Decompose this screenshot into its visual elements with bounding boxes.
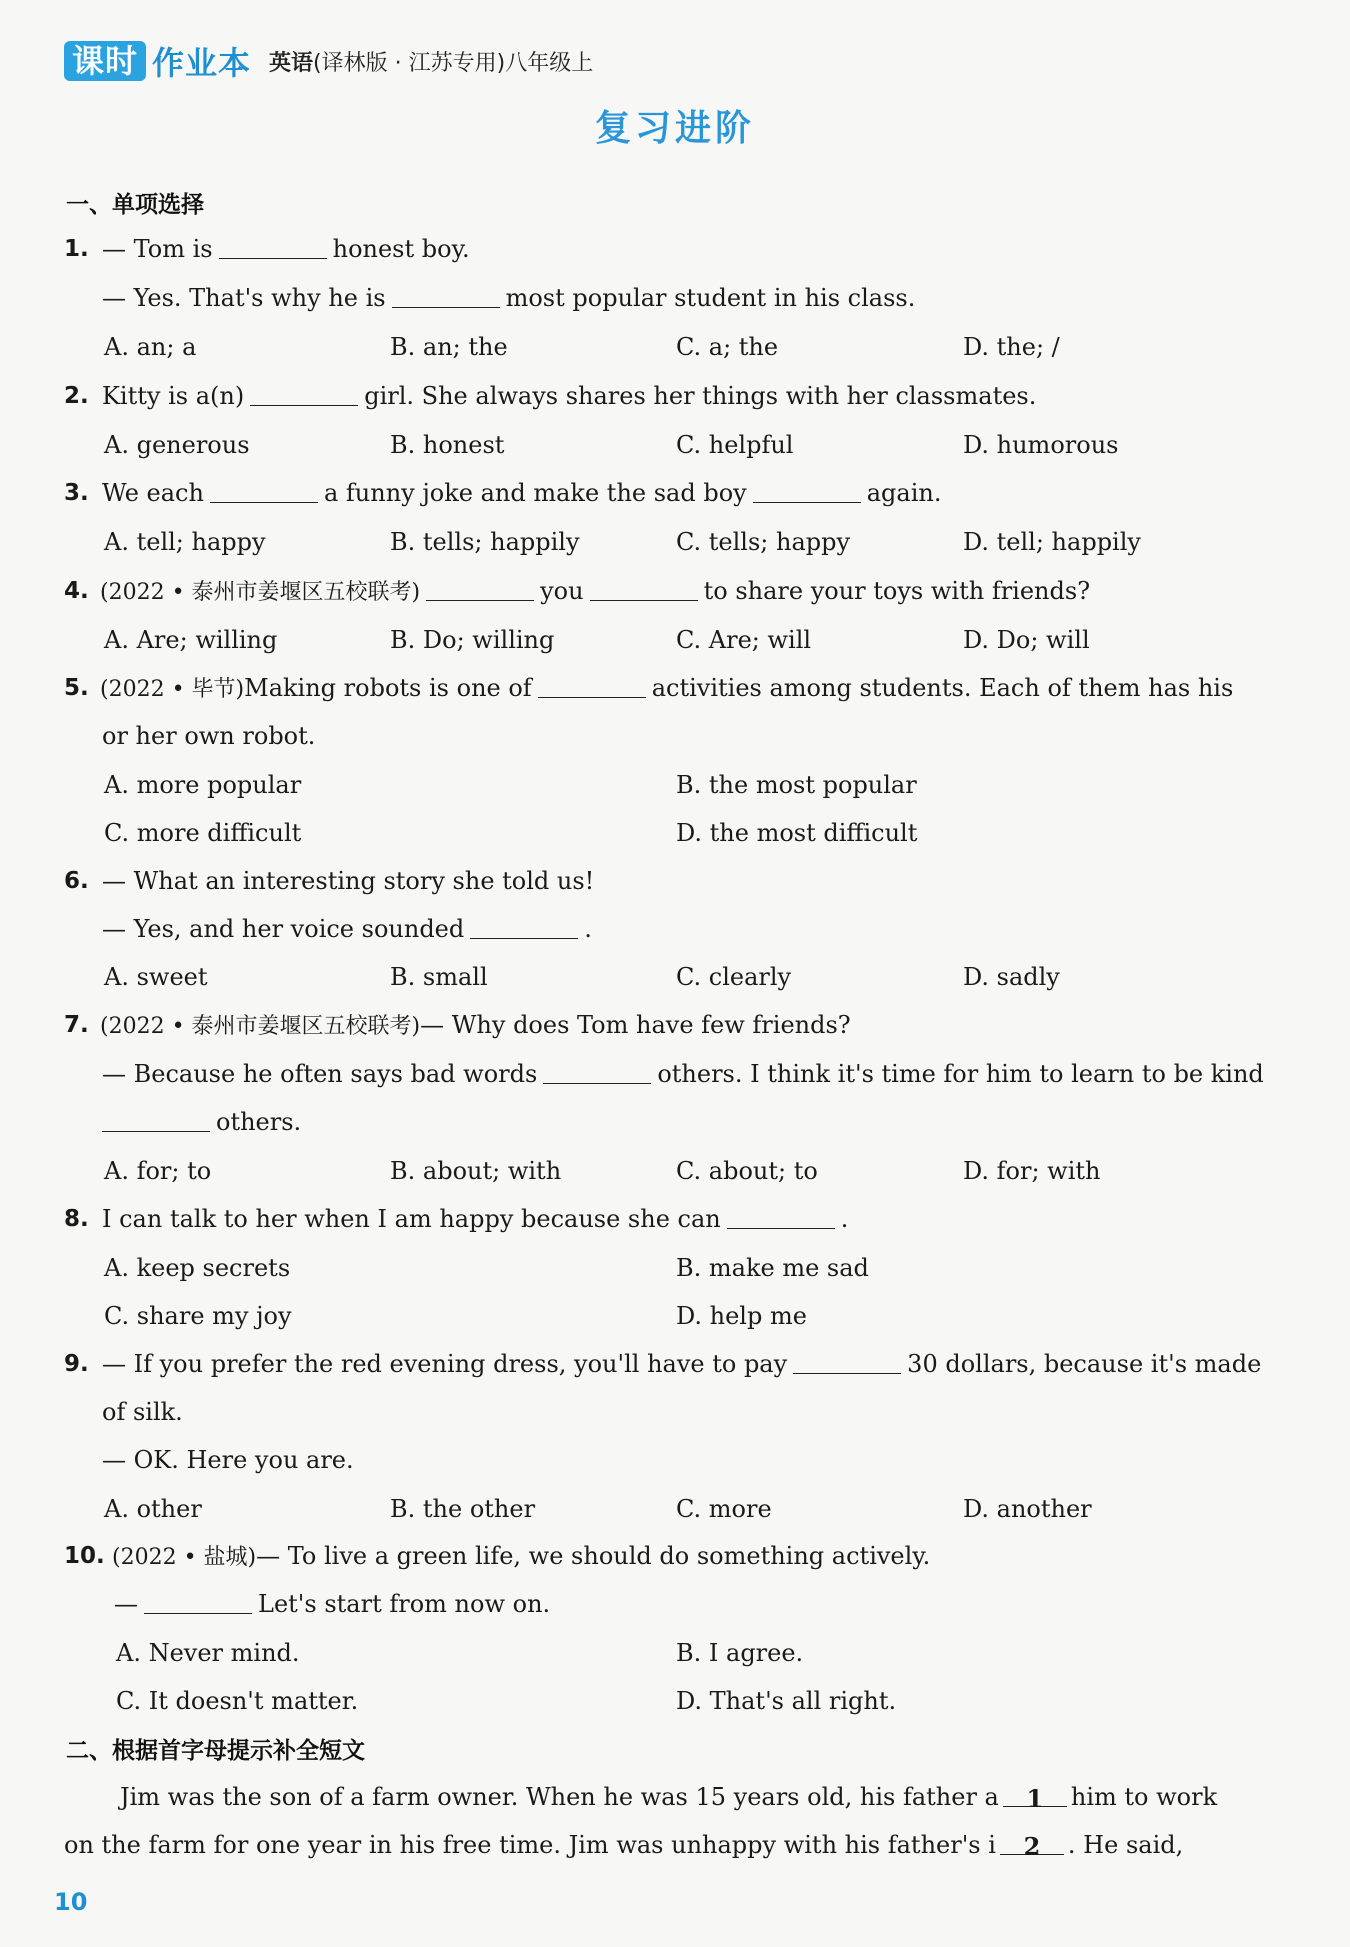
question-number: 8. <box>64 1206 89 1232</box>
text: on the farm for one year in his free time. Jim was unhappy with his father's i <box>64 1831 996 1859</box>
option-d[interactable]: D. another <box>963 1495 1092 1523</box>
question-line <box>102 914 592 944</box>
option-c[interactable]: C. share my joy <box>104 1302 292 1330</box>
edition: (译林版 · 江苏专用)八年级上 <box>313 50 594 76</box>
answer-blank[interactable] <box>210 480 318 503</box>
question-line: — What an interesting story she told us! <box>102 867 595 895</box>
option-d[interactable]: D. for; with <box>963 1157 1101 1185</box>
option-c[interactable]: C. Are; will <box>676 626 812 654</box>
answer-blank[interactable] <box>470 916 578 939</box>
passage-line <box>64 1830 1183 1860</box>
answer-blank[interactable] <box>538 675 646 698</box>
question-line: or her own robot. <box>102 722 316 750</box>
question-line <box>102 283 915 313</box>
section-heading-1: 一、单项选择 <box>66 192 204 218</box>
option-b[interactable]: B. the other <box>390 1495 536 1523</box>
question-number: 3. <box>64 480 89 506</box>
answer-blank[interactable] <box>144 1591 252 1614</box>
answer-blank-1[interactable]: 1 <box>1003 1784 1067 1807</box>
question-line <box>100 1010 851 1042</box>
option-a[interactable]: A. Never mind. <box>116 1639 300 1667</box>
option-b[interactable]: B. make me sad <box>676 1254 869 1282</box>
text: again. <box>866 479 942 507</box>
option-c[interactable]: C. tells; happy <box>676 528 851 556</box>
question-line <box>112 1541 930 1573</box>
option-a[interactable]: A. for; to <box>104 1157 212 1185</box>
answer-blank[interactable] <box>426 578 534 601</box>
text: — To live a green life, we should do something actively. <box>256 1542 931 1570</box>
question-line <box>102 1349 1261 1379</box>
page-header <box>64 40 593 82</box>
option-a[interactable]: A. other <box>104 1495 202 1523</box>
text: to share your toys with friends? <box>703 577 1091 605</box>
option-b[interactable]: B. about; with <box>390 1157 562 1185</box>
option-c[interactable]: C. clearly <box>676 963 792 991</box>
question-number: 9. <box>64 1351 89 1377</box>
text: We each <box>102 479 204 507</box>
answer-blank[interactable] <box>102 1109 210 1132</box>
question-line <box>102 381 1036 411</box>
text: — Yes, and her voice sounded <box>102 915 465 943</box>
subject: 英语 <box>269 50 314 76</box>
option-b[interactable]: B. tells; happily <box>390 528 580 556</box>
question-source: (2022 • 泰州市姜堰区五校联考) <box>100 580 421 605</box>
text: him to work <box>1070 1783 1218 1811</box>
question-number: 7. <box>64 1012 89 1038</box>
question-line <box>114 1589 550 1619</box>
text: — <box>114 1590 138 1618</box>
text: honest boy. <box>332 235 470 263</box>
question-line <box>100 673 1233 705</box>
option-a[interactable]: A. Are; willing <box>104 626 278 654</box>
text: . He said, <box>1067 1831 1184 1859</box>
section-heading-2: 二、根据首字母提示补全短文 <box>66 1738 365 1764</box>
option-a[interactable]: A. keep secrets <box>104 1254 291 1282</box>
question-line <box>102 1204 848 1234</box>
option-b[interactable]: B. Do; willing <box>390 626 555 654</box>
question-number: 2. <box>64 383 89 409</box>
text: . <box>840 1205 849 1233</box>
book-subtitle <box>269 46 593 77</box>
answer-blank[interactable] <box>590 578 698 601</box>
option-a[interactable]: A. generous <box>104 431 250 459</box>
answer-blank[interactable] <box>793 1351 901 1374</box>
question-number: 4. <box>64 578 89 604</box>
option-c[interactable]: C. It doesn't matter. <box>116 1687 359 1715</box>
text: — Tom is <box>102 235 213 263</box>
question-number: 5. <box>64 675 89 701</box>
text: Kitty is a(n) <box>102 382 245 410</box>
question-line <box>96 1107 301 1137</box>
option-d[interactable]: D. That's all right. <box>676 1687 897 1715</box>
answer-blank[interactable] <box>392 285 500 308</box>
text: activities among students. Each of them has his <box>651 674 1234 702</box>
option-d[interactable]: D. the; / <box>963 333 1060 361</box>
page-number: 10 <box>54 1888 88 1916</box>
question-line <box>102 478 941 508</box>
text: girl. She always shares her things with her classmates. <box>364 382 1037 410</box>
option-c[interactable]: C. about; to <box>676 1157 818 1185</box>
option-b[interactable]: B. I agree. <box>676 1639 804 1667</box>
text: Jim was the son of a farm owner. When he was 15 years old, his father a <box>120 1783 999 1811</box>
option-c[interactable]: C. more difficult <box>104 819 302 847</box>
option-c[interactable]: C. more <box>676 1495 772 1523</box>
text: — Why does Tom have few friends? <box>420 1011 851 1039</box>
text: most popular student in his class. <box>505 284 916 312</box>
answer-blank[interactable] <box>753 480 861 503</box>
option-d[interactable]: D. the most difficult <box>676 819 918 847</box>
logo-text: 作业本 <box>152 44 252 82</box>
question-line: of silk. <box>102 1398 183 1426</box>
question-number: 10. <box>64 1543 105 1569</box>
text: you <box>540 577 584 605</box>
option-b[interactable]: B. the most popular <box>676 771 917 799</box>
option-d[interactable]: D. tell; happily <box>963 528 1141 556</box>
option-d[interactable]: D. sadly <box>963 963 1060 991</box>
question-source: (2022 • 毕节) <box>100 677 245 702</box>
text: Let's start from now on. <box>258 1590 551 1618</box>
option-d[interactable]: D. Do; will <box>963 626 1090 654</box>
text: — Yes. That's why he is <box>102 284 386 312</box>
option-d[interactable]: D. humorous <box>963 431 1119 459</box>
text: 30 dollars, because it's made <box>907 1350 1262 1378</box>
option-b[interactable]: B. small <box>390 963 488 991</box>
option-c[interactable]: C. helpful <box>676 431 794 459</box>
text: others. <box>216 1108 302 1136</box>
question-source: (2022 • 泰州市姜堰区五校联考) <box>100 1014 421 1039</box>
text: a funny joke and make the sad boy <box>323 479 747 507</box>
question-line <box>100 576 1090 608</box>
text: others. I think it's time for him to learn to be kind <box>657 1060 1264 1088</box>
text: I can talk to her when I am happy because she can <box>102 1205 721 1233</box>
text: Making robots is one of <box>244 674 532 702</box>
page-title: 复习进阶 <box>594 108 755 149</box>
option-a[interactable]: A. sweet <box>104 963 208 991</box>
question-source: (2022 • 盐城) <box>112 1545 257 1570</box>
option-b[interactable]: B. an; the <box>390 333 508 361</box>
question-number: 6. <box>64 868 89 894</box>
question-number: 1. <box>64 236 89 262</box>
option-b[interactable]: B. honest <box>390 431 505 459</box>
passage-line <box>120 1782 1217 1812</box>
option-a[interactable]: A. more popular <box>104 771 302 799</box>
option-c[interactable]: C. a; the <box>676 333 779 361</box>
question-line: — OK. Here you are. <box>102 1446 354 1474</box>
answer-blank[interactable] <box>250 383 358 406</box>
text: — Because he often says bad words <box>102 1060 538 1088</box>
text: . <box>584 915 592 943</box>
question-line <box>102 1059 1264 1089</box>
answer-blank[interactable] <box>543 1061 651 1084</box>
answer-blank[interactable] <box>727 1206 835 1229</box>
answer-blank-2[interactable]: 2 <box>1000 1832 1064 1855</box>
answer-blank[interactable] <box>219 236 327 259</box>
option-a[interactable]: A. tell; happy <box>104 528 266 556</box>
text: — If you prefer the red evening dress, you'll have to pay <box>102 1350 788 1378</box>
question-line <box>102 234 470 264</box>
option-a[interactable]: A. an; a <box>104 333 197 361</box>
option-d[interactable]: D. help me <box>676 1302 807 1330</box>
logo-badge: 课时 <box>64 41 146 81</box>
